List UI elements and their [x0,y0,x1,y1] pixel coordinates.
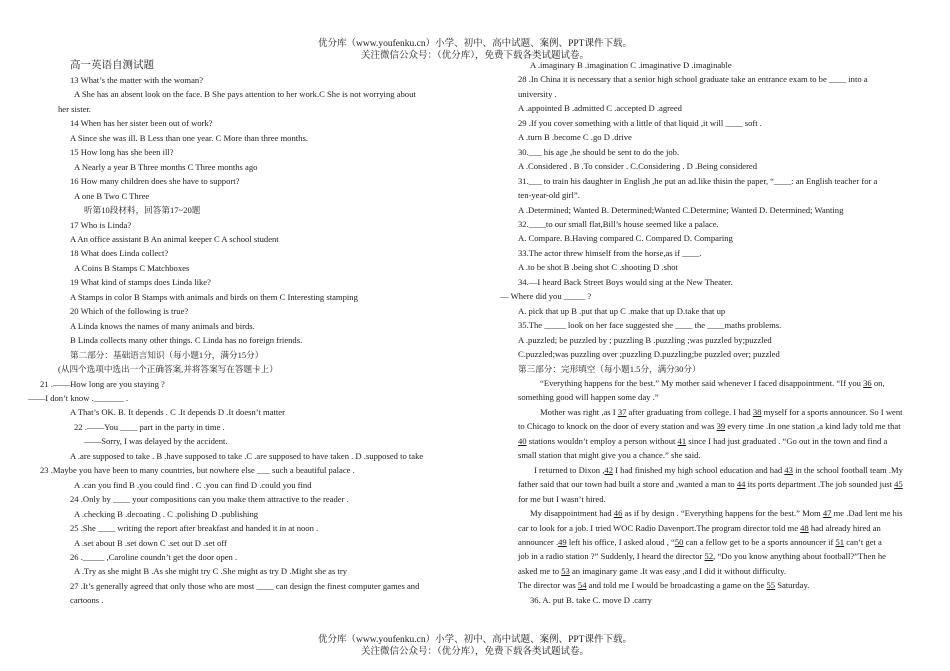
footer-line-2: 关注微信公众号：（优分库），免费下载各类试题试卷。 [360,647,589,657]
question-line: 15 How long has she been ill? [70,147,174,158]
passage-text: in the school football team .My [792,464,903,475]
blank-number: 55 [766,580,776,591]
blank-number: 54 [577,580,587,591]
blank-number: 44 [736,479,746,490]
passage-line [518,419,950,433]
question-line: 34.—I heard Back Street Boys would sing at the New Theater. [518,276,733,287]
passage-text: its ports department .The job sounded just [745,479,895,490]
page-footer [0,634,950,658]
question-line: — Where did you _____ ? [500,291,592,302]
option-line: A .to be shot B .being shot C .shooting D .shot [518,262,678,273]
passage-text: My disappointment had [530,508,614,519]
question-line: 18 What does Linda collect? [70,248,169,259]
question-line: 23 .Maybe you have been to many countries, but nowhere else ___ such a beautiful palace . [40,465,355,476]
header-line-1: 优分库（www.youfenku.cn）小学、初中、高中试题、案例、PPT课件下载。 [318,39,632,49]
section-heading: 第二部分：基础语言知识（每小题1分，满分15分） [70,349,264,360]
blank-number: 53 [561,565,570,576]
left-column [28,58,478,608]
option-line: B Linda collects many other things. C Linda has no foreign friends. [70,335,303,346]
passage-line [518,448,950,462]
question-line: 27 .It’s generally agreed that only those who are most ____ can design the finest computer games and [70,580,420,591]
passage-text: every time .In one station ,a kind lady told me that [725,421,901,432]
blank-number: 36 [863,377,872,388]
cloze-passage [518,376,950,593]
option-line: A .Considered . B .To consider . C.Considering . D .Being considered [518,161,758,172]
passage-text: small station that might give you a chance.” she said. [518,450,701,461]
right-column [500,58,950,607]
option-line: A .appointed B .admitted C .accepted D .agreed [518,103,682,114]
blank-number: 46 [613,508,623,519]
option-line: A Stamps in color B Stamps with animals and birds on them C Interesting stamping [70,291,358,302]
passage-line [518,376,950,390]
passage-line [518,564,950,578]
passage-text: something good will happen some day .” [518,392,659,403]
blank-number: 41 [677,435,687,446]
passage-text: I returned to Dixon , [534,464,605,475]
blank-number: 51 [835,536,845,547]
option-line: A An office assistant B An animal keeper C A school student [70,233,279,244]
question-line: 24 .Only by ____ your compositions can you make them attractive to the reader . [70,494,349,505]
question-line: 32.____to our small flat,Bill’s house seemed like a palace. [518,218,719,229]
option-line: A one B Two C Three [74,190,150,201]
passage-line [518,549,950,563]
passage-text: an imaginary game .It was easy ,and I did it without difficulty. [569,565,787,576]
question-line: 25 .She ____ writing the report after breakfast and handed it in at noon . [70,523,319,534]
passage-text: can a fellow get to be a sports announcer if [683,536,836,547]
option-line: her sister. [58,103,91,114]
question-line: 33.The actor threw himself from the horse,as if ____. [518,247,702,258]
blank-number: 43 [784,464,793,475]
question-line: 30.___ his age ,he should be sent to do the job. [518,146,680,157]
passage-text: father said that our town had built a store and ,wanted a man to [518,479,737,490]
question-line: 26 ._____ ,Caroline coundn’t get the door open . [70,551,238,562]
passage-text: “Everything happens for the best.” My mother said whenever I faced disappointment. “If you [540,377,864,388]
passage-text: and told me I would be broadcasting a game on the [586,580,767,591]
question-line: 21 .——How long are you staying ? [40,378,165,389]
option-line: A She has an absent look on the face. B She pays attention to her work.C She is not worrying about [74,89,416,100]
question-line: 28 .In China it is necessary that a senior high school graduate take an entrance exam to be ____ into a [518,74,868,85]
section-instruction: (从四个选项中选出一个正确答案,并将答案写在答题卡上） [58,364,278,375]
option-line: A .Try as she might B .As she might try C .She might as try D .Might she as try [74,566,348,577]
blank-number: 42 [604,464,613,475]
passage-text: I had finished my high school education and had [613,464,785,475]
passage-text: car to look for a job. I tried WOC Radio Davenport.The program director told me [518,522,801,533]
blank-number: 52 [704,551,714,562]
question-line: ten-year-old girl”. [518,190,580,201]
passage-text: had already hired an [808,522,881,533]
option-line: A That’s OK. B. It depends . C .It depends D .It doesn’t matter [70,407,285,418]
option-line: 36. A. put B. take C. move D .carry [530,594,652,605]
passage-line [518,521,950,535]
passage-text: stations wouldn’t employ a person without [526,435,678,446]
option-line: A .turn B .become C .go D .drive [518,132,632,143]
section-heading: 第三部分：完形填空（每小题1.5分，满分30分） [518,363,701,374]
blank-number: 37 [617,406,627,417]
header-line-2: 关注微信公众号：（优分库），免费下载各类试题试卷。 [360,51,589,61]
option-line: A Linda knows the names of many animals and birds. [70,320,255,331]
passage-text: can’t get a [844,536,882,547]
option-line: A Since she was ill. B Less than one year. C More than three months. [70,132,308,143]
passage-text: to Chicago to knock on the door of every station and was [518,421,717,432]
passage-text: as if by design . “Everything happens for the best.” Mom [622,508,823,519]
passage-text: after graduating from college. I had [626,406,753,417]
passage-text: me .Dad lent me his [831,508,903,519]
option-line: A. pick that up B .put that up C .make that up D.take that up [518,305,726,316]
blank-number: 48 [800,522,809,533]
section-instruction: 听第10段材料，回答第17~20题 [84,205,201,216]
passage-line [518,390,950,404]
option-line: A. Compare. B.Having compared C. Compared D. Comparing [518,233,733,244]
question-line: 35.The _____ look on her face suggested she ____ the ____maths problems. [518,320,782,331]
passage-line [518,535,950,549]
passage-line [518,506,950,520]
passage-text: for me but I wasn’t hired. [518,493,606,504]
question-line: 14 When has her sister been out of work? [70,118,213,129]
blank-number: 50 [674,536,684,547]
passage-line [518,477,950,491]
option-line: A .set about B .set down C .set out D .set off [74,537,227,548]
option-line: A Coins B Stamps C Matchboxes [74,262,190,273]
test-title: 高一英语自测试题 [70,60,154,71]
option-line: A .are supposed to take . B .have supposed to take .C .are supposed to have taken . D .supposed to take [70,450,424,461]
question-line: 29 .If you cover something with a little of that liquid ,it will ____ soft . [518,117,762,128]
passage-line [518,463,950,477]
passage-text: Saturday. [775,580,810,591]
passage-text: myself for a sports announcer. So I went [761,406,903,417]
blank-number: 45 [894,479,903,490]
question-line: 17 Who is Linda? [70,219,132,230]
passage-text: Mother was right ,as I [540,406,618,417]
question-line: 22 .——You ____ part in the party in time . [74,421,225,432]
question-line: 19 What kind of stamps does Linda like? [70,277,211,288]
passage-text: left his office, I asked aloud , “ [566,536,675,547]
question-line: cartoons . [70,595,104,606]
passage-text: job in a radio station ?” Suddenly, I heard the director [518,551,705,562]
option-line: A .checking B .decoating . C .polishing D .publishing [74,508,259,519]
passage-line [518,492,950,506]
question-line: 13 What’s the matter with the woman? [70,75,204,85]
blank-number: 38 [752,406,762,417]
passage-text: on, [871,377,885,388]
passage-text: since I had just graduated . “Go out in the town and find a [686,435,888,446]
option-line: A .can you find B .you could find . C .you can find D .could you find [74,479,312,490]
question-line: university . [518,88,557,99]
option-line: A .puzzled; be puzzled by ; puzzling B .puzzling ;was puzzled by;puzzled [518,334,772,345]
passage-text: asked me to [518,565,562,576]
footer-line-1: 优分库（www.youfenku.cn）小学、初中、高中试题、案例、PPT课件下载。 [318,635,632,645]
question-line: 31.___ to train his daughter in English ,he put an ad.like thisin the paper, “____: an English teacher for a [518,175,878,186]
question-line: ——Sorry, I was delayed by the accident. [84,436,228,447]
option-line: A .Determined; Wanted B. Determined;Wanted C.Determine; Wanted D. Determined; Wanting [518,204,844,215]
blank-number: 40 [518,435,527,446]
blank-number: 47 [822,508,832,519]
option-line: A Nearly a year B Three months C Three months ago [74,161,258,172]
blank-number: 49 [558,536,567,547]
option-line: C.puzzled;was puzzling over ;puzzling D.puzzling;be puzzled over; puzzled [518,349,780,360]
passage-text: announcer . [518,536,559,547]
question-line: 20 Which of the following is true? [70,306,189,317]
option-line: A .imaginary B .imagination C .imaginative D .imaginable [530,60,732,70]
blank-number: 39 [716,421,726,432]
question-line: ——I don’t know ._______ . [28,392,129,403]
passage-line [518,578,950,592]
passage-text: , “Do you know anything about football?”Then he [713,551,886,562]
passage-text: The director was [518,580,578,591]
passage-line [518,434,950,448]
question-line: 16 How many children does she have to support? [70,176,240,187]
passage-line [518,405,950,419]
